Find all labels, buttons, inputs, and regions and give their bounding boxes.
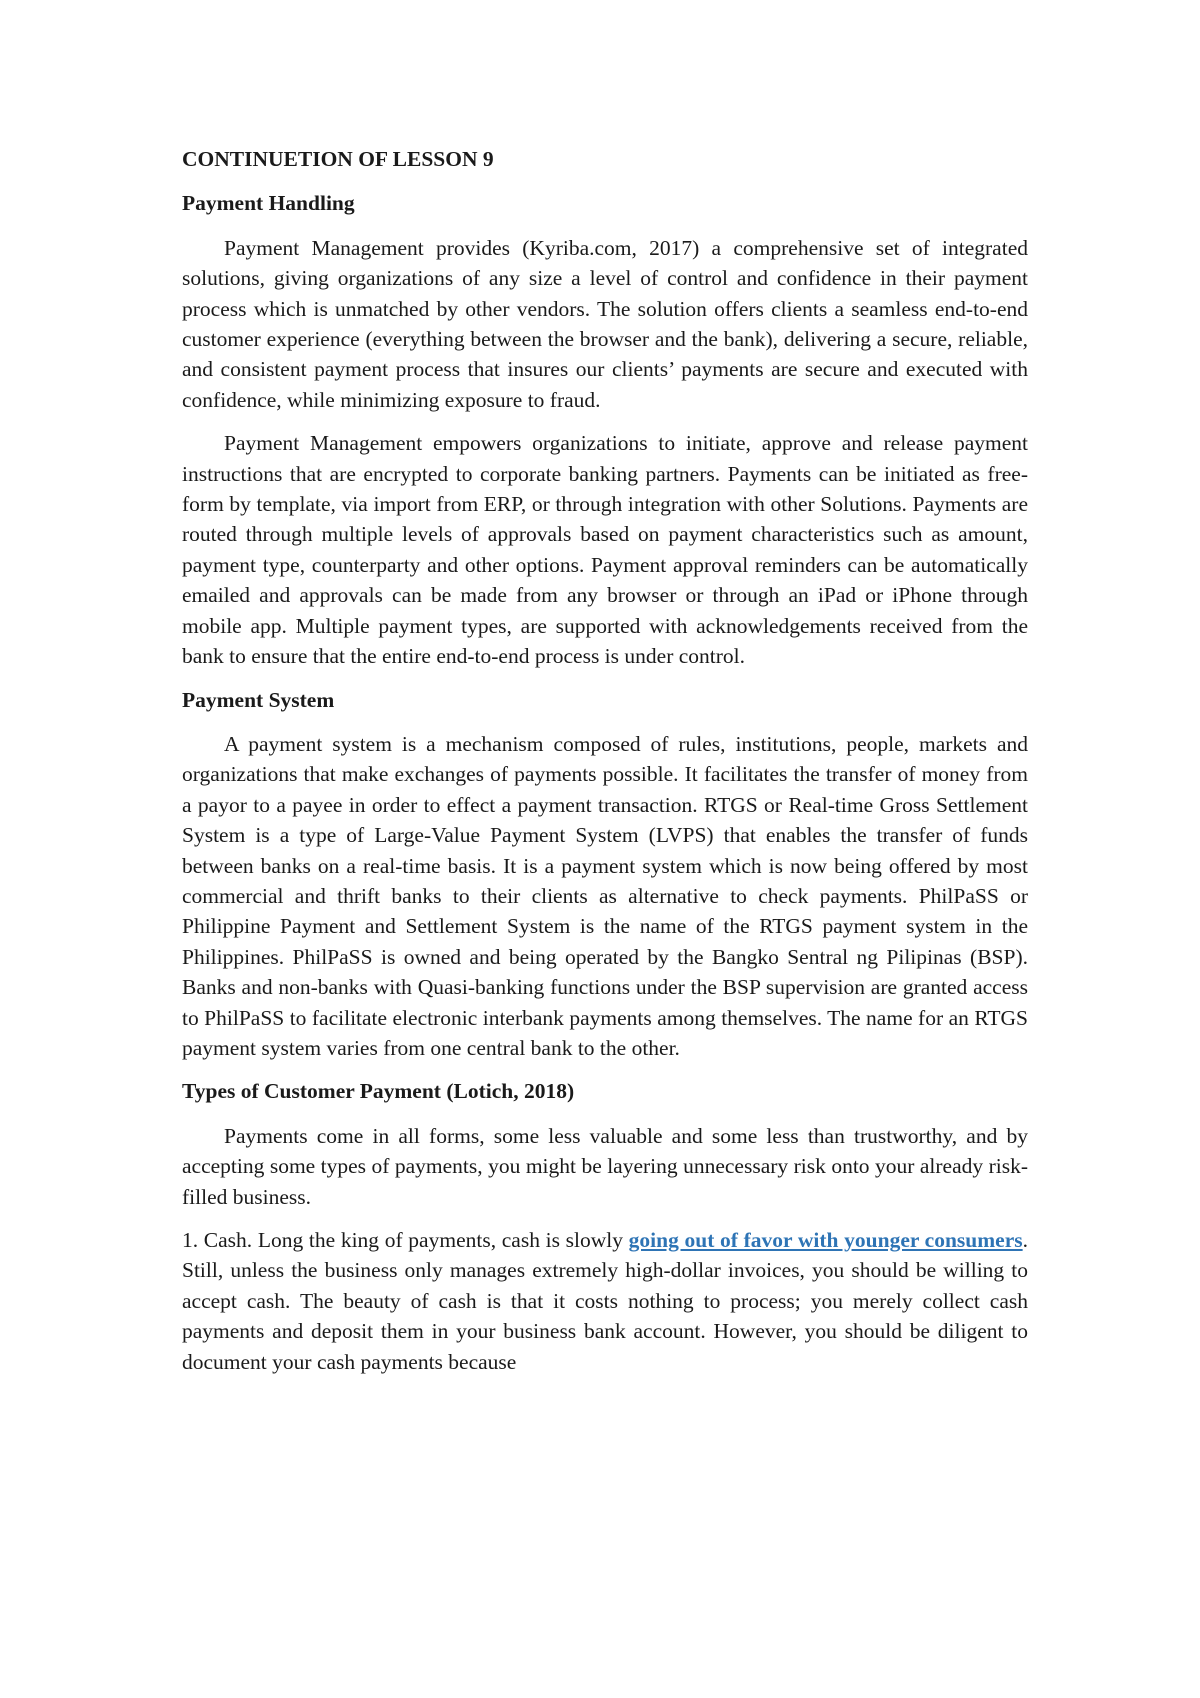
cash-item-lead: 1. Cash. Long the king of payments, cash is slowly [182,1228,629,1252]
lesson-title: CONTINUETION OF LESSON 9 [182,147,494,171]
cash-item-rest: . Still, unless the business only manages extremely high-dollar invoices, you should be willing to accept cash. The beauty of cash is that it costs nothing to process; you merely collect cash payments and deposit them in your business bank account. However, you should be diligent to document your cash payments because [182,1228,1028,1374]
document-body [182,144,1028,1390]
section-heading-customer-payment-types: Types of Customer Payment (Lotich, 2018) [182,1079,575,1104]
section-heading-payment-handling: Payment Handling [182,191,355,216]
paragraph-payment-management-features: Payment Management empowers organizations to initiate, approve and release payment instructions that are encrypted to corporate banking partners. Payments can be initiated as free-form by template, via import from ERP, or through integration with other Solutions. Payments are routed through multiple levels of approvals based on payment characteristics such as amount, payment type, counterparty and other options. Payment approval reminders can be automatically emailed and approvals can be made from any browser or through an iPad or iPhone through mobile app. Multiple payment types, are supported with acknowledgements received from the bank to ensure that the entire end-to-end process is under control. [182,431,1028,669]
paragraph-payment-management-overview: Payment Management provides (Kyriba.com, 2017) a comprehensive set of integrated solutions, giving organizations of any size a level of control and confidence in their payment process which is unmatched by other vendors. The solution offers clients a seamless end-to-end customer experience (everything between the browser and the bank), delivering a secure, reliable, and consistent payment process that insures our clients’ payments are secure and executed with confidence, while minimizing exposure to fraud. [182,235,1028,412]
paragraph-payment-system: A payment system is a mechanism composed of rules, institutions, people, markets and organizations that make exchanges of payments possible. It facilitates the transfer of money from a payor to a payee in order to effect a payment transaction. RTGS or Real-time Gross Settlement System is a type of Large-Value Payment System (LVPS) that enables the transfer of funds between banks on a real-time basis. It is a payment system which is now being offered by most commercial and thrift banks to their clients as alternative to check payments. PhilPaSS or Philippine Payment and Settlement System is the name of the RTGS payment system in the Philippines. PhilPaSS is owned and being operated by the Bangko Sentral ng Pilipinas (BSP). Banks and non-banks with Quasi-banking functions under the BSP supervision are granted access to PhilPaSS to facilitate electronic interbank payments among themselves. The name for an RTGS payment system varies from one central bank to the other. [182,731,1028,1060]
younger-consumers-link[interactable]: going out of favor with younger consumers [628,1228,1023,1252]
list-item-cash [182,1225,1028,1377]
section-heading-payment-system: Payment System [182,687,335,712]
paragraph-payment-types-intro: Payments come in all forms, some less valuable and some less than trustworthy, and by accepting some types of payments, you might be layering unnecessary risk onto your already risk-filled business. [182,1123,1028,1209]
